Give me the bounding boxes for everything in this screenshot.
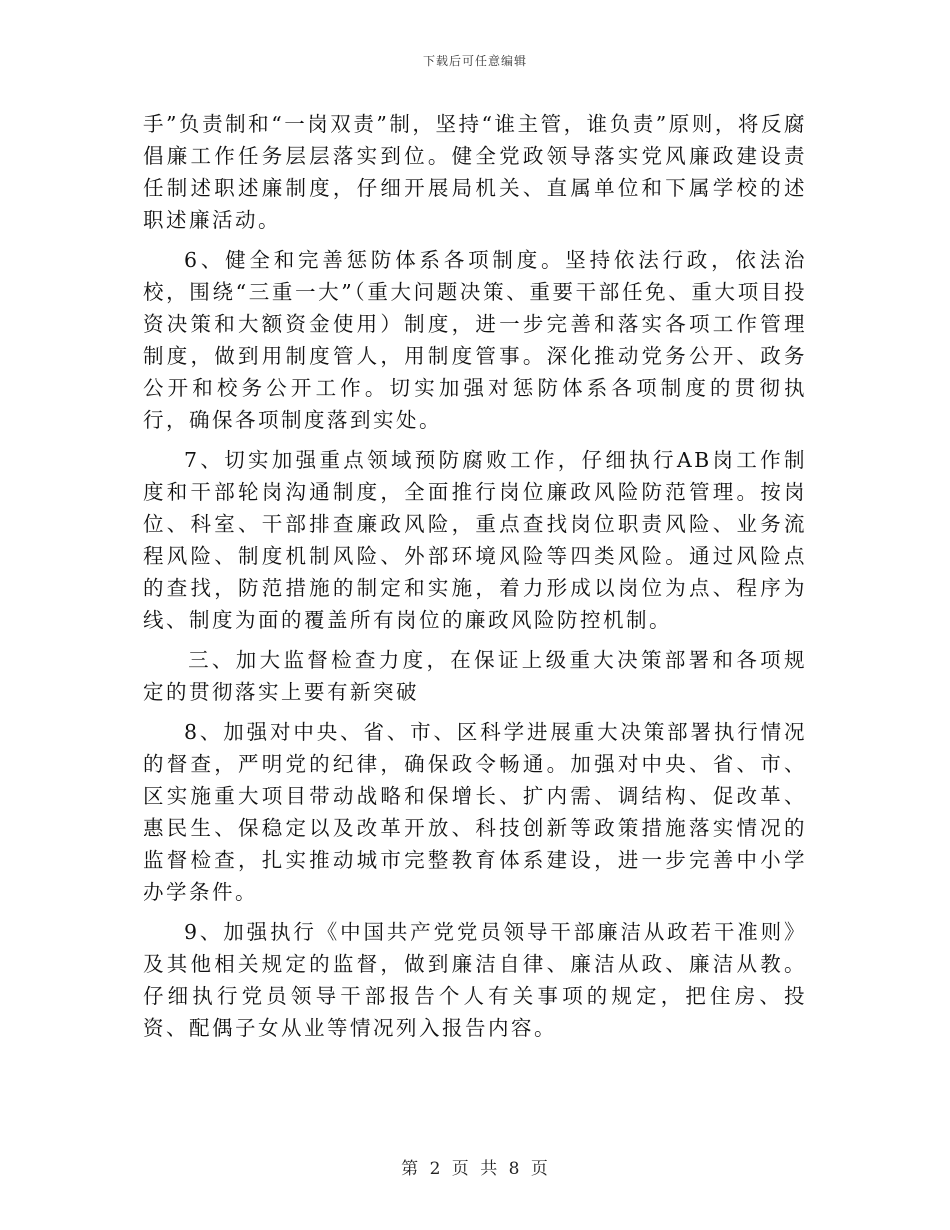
page-header-note: 下载后可任意编辑 bbox=[422, 54, 527, 68]
paragraph-item-8: 8、加强对中央、省、市、区科学进展重大决策部署执行情况的督查，严明党的纪律，确保政令畅通。加强对中央、省、市、区实施重大项目带动战略和保增长、扩内需、调结构、促改革、惠民生、保稳定以及改革开放、科技创新等政策措施落实情况的监督检查，扎实推动城市完整教育体系建设，进一步完善中小学办学条件。 bbox=[143, 720, 807, 904]
document-body bbox=[143, 108, 807, 1044]
page-number: 第 2 页 共 8 页 bbox=[401, 1159, 549, 1179]
paragraph-item-9: 9、加强执行《中国共产党党员领导干部廉洁从政若干准则》及其他相关规定的监督，做到廉洁自律、廉洁从政、廉洁从教。仔细执行党员领导干部报告个人有关事项的规定，把住房、投资、配偶子女从业等情况列入报告内容。 bbox=[143, 920, 807, 1040]
paragraph-item-6: 6、健全和完善惩防体系各项制度。坚持依法行政，依法治校，围绕“三重一大”（重大问题决策、重要干部任免、重大项目投资决策和大额资金使用）制度，进一步完善和落实各项工作管理制度，做到用制度管人，用制度管事。深化推动党务公开、政务公开和校务公开工作。切实加强对惩防体系各项制度的贯彻执行，确保各项制度落到实处。 bbox=[143, 248, 807, 432]
paragraph-continuation: 手”负责制和“一岗双责”制，坚持“谁主管，谁负责”原则，将反腐倡廉工作任务层层落实到位。健全党政领导落实党风廉政建设责任制述职述廉制度，仔细开展局机关、直属单位和下属学校的述职述廉活动。 bbox=[143, 112, 807, 232]
paragraph-item-7: 7、切实加强重点领域预防腐败工作，仔细执行AB岗工作制度和干部轮岗沟通制度，全面推行岗位廉政风险防范管理。按岗位、科室、干部排查廉政风险，重点查找岗位职责风险、业务流程风险、制度机制风险、外部环境风险等四类风险。通过风险点的查找，防范措施的制定和实施，着力形成以岗位为点、程序为线、制度为面的覆盖所有岗位的廉政风险防控机制。 bbox=[143, 448, 807, 632]
section-heading-3: 三、加大监督检查力度，在保证上级重大决策部署和各项规定的贯彻落实上要有新突破 bbox=[143, 648, 807, 704]
